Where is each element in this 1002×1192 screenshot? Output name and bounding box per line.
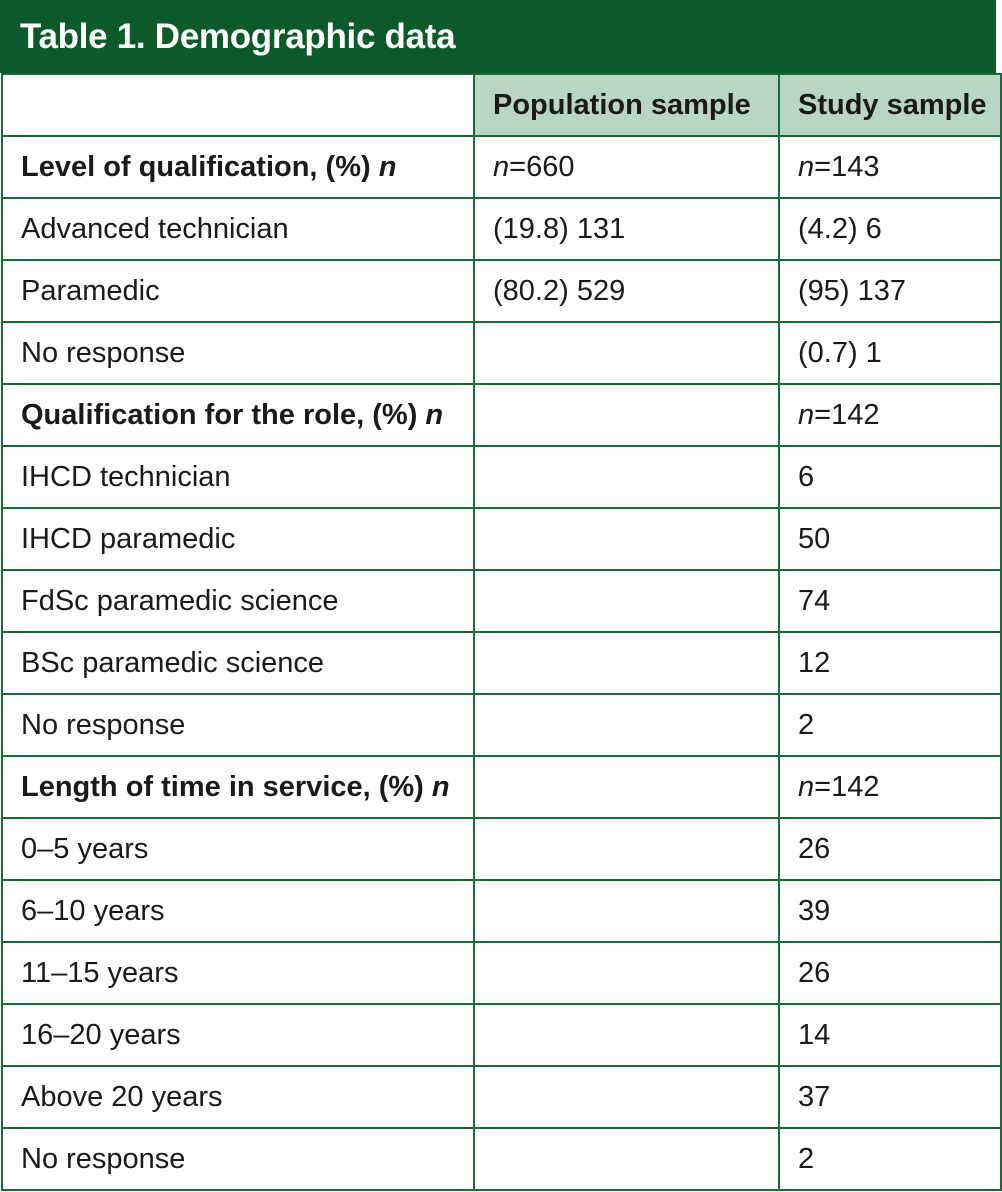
study-value: (4.2) 6 xyxy=(779,198,1001,260)
study-value: 26 xyxy=(779,818,1001,880)
population-value xyxy=(474,1004,779,1066)
population-value xyxy=(474,632,779,694)
study-value: 39 xyxy=(779,880,1001,942)
population-value xyxy=(474,1128,779,1190)
row-label: No response xyxy=(2,694,474,756)
study-value: (0.7) 1 xyxy=(779,322,1001,384)
study-value: 2 xyxy=(779,1128,1001,1190)
table-row xyxy=(2,818,1001,880)
row-label: 0–5 years xyxy=(2,818,474,880)
table-row xyxy=(2,260,1001,322)
row-label: 16–20 years xyxy=(2,1004,474,1066)
population-value xyxy=(474,1066,779,1128)
table-row xyxy=(2,570,1001,632)
row-label: 11–15 years xyxy=(2,942,474,1004)
study-value: 50 xyxy=(779,508,1001,570)
population-value xyxy=(474,756,779,818)
table-row xyxy=(2,136,1001,198)
header-empty xyxy=(2,74,474,136)
row-label: Qualification for the role, (%) n xyxy=(2,384,474,446)
row-label: BSc paramedic science xyxy=(2,632,474,694)
population-value xyxy=(474,508,779,570)
table-row xyxy=(2,942,1001,1004)
table-row xyxy=(2,446,1001,508)
population-value xyxy=(474,818,779,880)
table-row xyxy=(2,508,1001,570)
table-row xyxy=(2,198,1001,260)
study-value: 2 xyxy=(779,694,1001,756)
study-value: (95) 137 xyxy=(779,260,1001,322)
row-label: Length of time in service, (%) n xyxy=(2,756,474,818)
table-row xyxy=(2,694,1001,756)
population-value xyxy=(474,384,779,446)
demographic-table xyxy=(1,73,1002,1191)
table-row xyxy=(2,756,1001,818)
table-row xyxy=(2,1128,1001,1190)
table-row xyxy=(2,322,1001,384)
table-title: Table 1. Demographic data xyxy=(0,0,996,73)
population-value xyxy=(474,880,779,942)
table-row xyxy=(2,1004,1001,1066)
population-value xyxy=(474,322,779,384)
study-value: 12 xyxy=(779,632,1001,694)
header-population-sample: Population sample xyxy=(474,74,779,136)
study-value: n=143 xyxy=(779,136,1001,198)
table-row xyxy=(2,384,1001,446)
study-value: 6 xyxy=(779,446,1001,508)
row-label: No response xyxy=(2,322,474,384)
table-row xyxy=(2,632,1001,694)
table-header-row xyxy=(2,74,1001,136)
population-value: (19.8) 131 xyxy=(474,198,779,260)
row-label: Paramedic xyxy=(2,260,474,322)
row-label: No response xyxy=(2,1128,474,1190)
row-label: FdSc paramedic science xyxy=(2,570,474,632)
population-value: n=660 xyxy=(474,136,779,198)
header-study-sample: Study sample xyxy=(779,74,1001,136)
study-value: n=142 xyxy=(779,384,1001,446)
row-label: IHCD technician xyxy=(2,446,474,508)
population-value xyxy=(474,570,779,632)
population-value xyxy=(474,694,779,756)
study-value: 26 xyxy=(779,942,1001,1004)
study-value: 14 xyxy=(779,1004,1001,1066)
row-label: 6–10 years xyxy=(2,880,474,942)
table-row xyxy=(2,1066,1001,1128)
row-label: Above 20 years xyxy=(2,1066,474,1128)
table-row xyxy=(2,880,1001,942)
study-value: 37 xyxy=(779,1066,1001,1128)
study-value: 74 xyxy=(779,570,1001,632)
row-label: Advanced technician xyxy=(2,198,474,260)
row-label: IHCD paramedic xyxy=(2,508,474,570)
population-value: (80.2) 529 xyxy=(474,260,779,322)
population-value xyxy=(474,446,779,508)
population-value xyxy=(474,942,779,1004)
study-value: n=142 xyxy=(779,756,1001,818)
row-label: Level of qualification, (%) n xyxy=(2,136,474,198)
